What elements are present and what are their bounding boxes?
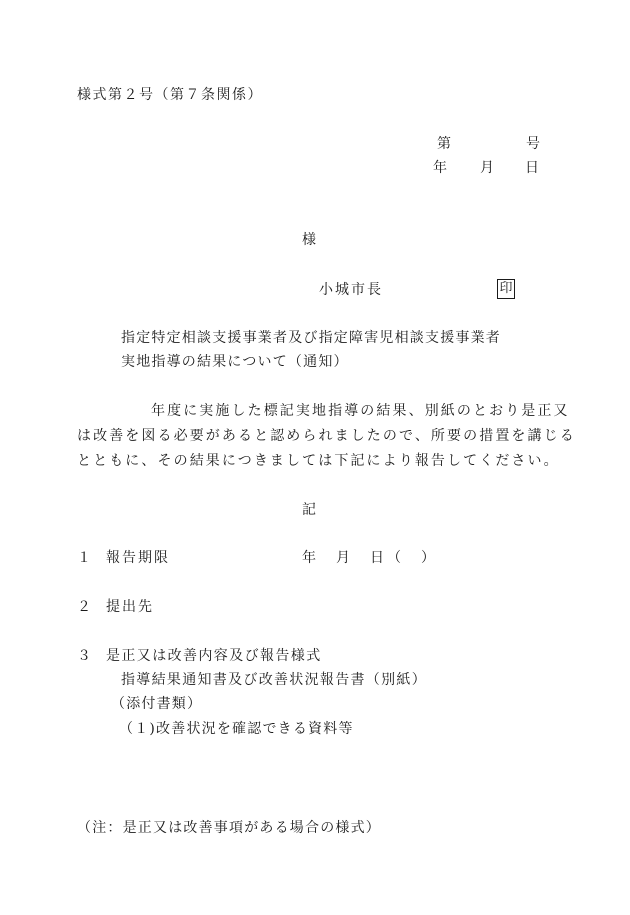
item-1-label: 報告期限 [106,550,170,566]
body-line-3: とともに、その結果につきましては下記により報告してください。 [77,453,560,469]
body-line-2: は改善を図る必要があると認められましたので、所要の措置を講じる [77,428,576,444]
document-number-suffix: 号 [526,136,542,152]
document-number-prefix: 第 [437,136,453,152]
footnote: （注：是正又は改善事項がある場合の様式） [77,820,381,836]
subject-line-1: 指定特定相談支援事業者及び指定障害児相談支援事業者 [121,330,501,346]
sender-mayor: 小城市長 [319,282,383,298]
date-month-label: 月 [480,160,496,176]
item-2-number: ２ [77,599,93,615]
item-3-sub-3: （１)改善状況を確認できる資料等 [119,721,354,737]
item-3-label: 是正又は改善内容及び報告様式 [106,648,322,664]
item-2-label: 提出先 [106,599,154,615]
item-3-sub-1: 指導結果通知書及び改善状況報告書（別紙） [121,672,427,688]
date-day-label: 日 [525,160,541,176]
subject-line-2: 実地指導の結果について（通知） [121,354,349,370]
item-1-date-template: 年 月 日（ ） [302,550,438,566]
item-1-number: １ [77,550,93,566]
body-line-1: 年度に実施した標記実地指導の結果、別紙のとおり是正又 [151,403,570,419]
item-3-sub-2: （添付書類） [111,696,203,712]
ki-heading: 記 [302,502,318,518]
item-3-number: ３ [77,648,93,664]
form-number-label: 様式第２号（第７条関係） [77,87,263,103]
addressee-honorific: 様 [302,232,318,248]
seal-stamp-box: 印 [497,279,515,299]
date-year-label: 年 [433,160,449,176]
